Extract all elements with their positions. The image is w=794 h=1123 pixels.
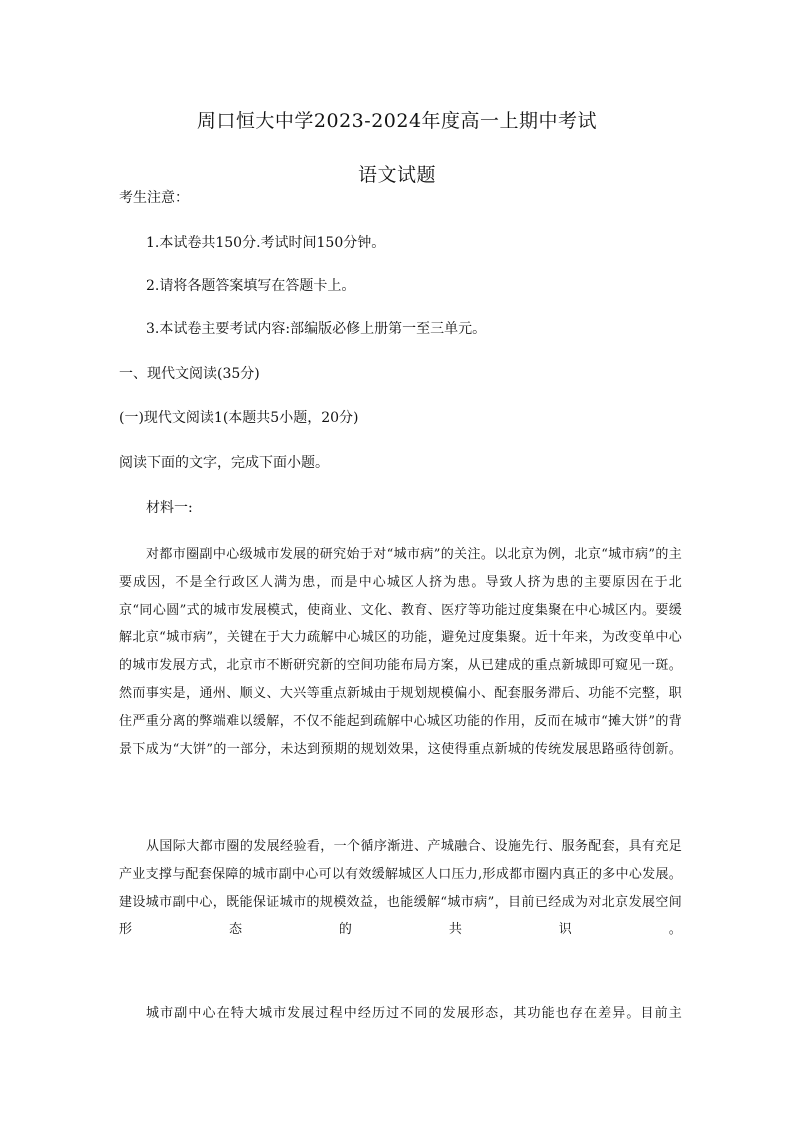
passage-paragraph-2 xyxy=(119,833,682,944)
notice-item-3: 3.本试卷主要考试内容:部编版必修上册第一至三单元。 xyxy=(146,321,487,337)
exam-title: 周口恒大中学2023-2024年度高一上期中考试 xyxy=(196,110,598,132)
exam-subject: 语文试题 xyxy=(357,164,436,186)
passage-paragraph-3 xyxy=(119,1000,682,1028)
paragraph-text: 城市副中心在特大城市发展过程中经历过不同的发展形态，其功能也存在差异。目前主 xyxy=(146,1006,682,1021)
notice-item-1: 1.本试卷共150分.考试时间150分钟。 xyxy=(146,235,386,251)
section-instruction: 阅读下面的文字，完成下面小题。 xyxy=(119,455,329,471)
notice-heading: 考生注意： xyxy=(119,190,189,206)
paragraph-text: 对都市圈副中心级城市发展的研究始于对“城市病”的关注。以北京为例，北京“城市病”的主要成因，不是全行政区人满为患，而是中心城区人挤为患。导致人挤为患的主要原因在于北京“同心圆”式的城市发展模式，使商业、文化、教育、医疗等功能过度集聚在中心城区内。要缓解北京“城市病”，关键在于大力疏解中心城区的功能，避免过度集聚。近十年来，为改变单中心的城市发展方式，北京市不断研究新的空间功能布局方案，从已建成的重点新城即可窥见一斑。然而事实是，通州、顺义、大兴等重点新城由于规划规模偏小、配套服务滞后、功能不完整，职住严重分离的弊端难以缓解，不仅不能起到疏解中心城区功能的作用，反而在城市“摊大饼”的背景下成为“大饼”的一部分，未达到预期的规划效果，这使得重点新城的传统发展思路亟待创新。 xyxy=(119,547,682,757)
paragraph-text: 从国际大都市圈的发展经验看，一个循序渐进、产城融合、设施先行、服务配套，具有充足产业支撑与配套保障的城市副中心可以有效缓解城区人口压力,形成都市圈内真正的多中心发展。建设城市副中心，既能保证城市的规模效益，也能缓解“城市病”，目前已经成为对北京发展空间形态的共识。 xyxy=(119,839,682,938)
section-subtitle: (一)现代文阅读1(本题共5小题，20分) xyxy=(119,410,359,426)
material-label: 材料一: xyxy=(146,500,193,516)
section-title: 一、现代文阅读(35分) xyxy=(119,366,260,382)
passage-paragraph-1 xyxy=(119,541,682,763)
notice-item-2: 2.请将各题答案填写在答题卡上。 xyxy=(146,278,356,294)
